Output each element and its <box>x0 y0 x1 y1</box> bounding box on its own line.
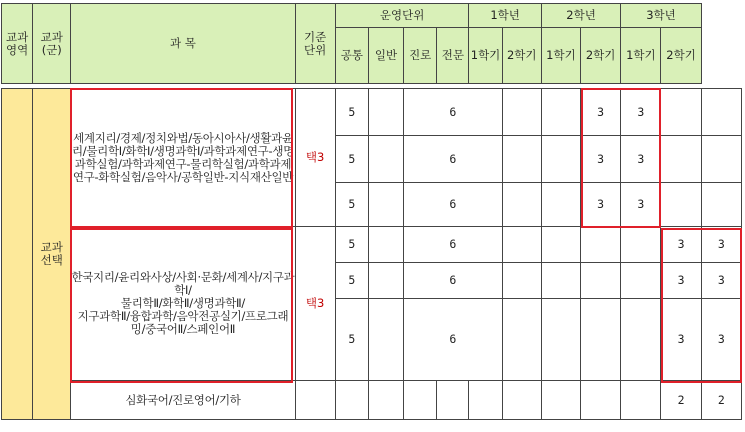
block1-row2-g3s2 <box>701 136 741 183</box>
block2-row2-common <box>368 263 403 299</box>
last-row-g3s1: 2 <box>661 381 701 420</box>
block2-row3-op: 6 <box>404 299 503 381</box>
unit-allocation-grid <box>1 3 742 420</box>
block1-row2-g2s2: 3 <box>621 136 661 183</box>
block2-row2-base: 5 <box>335 263 368 299</box>
header-group: 교과 (군) <box>33 4 71 84</box>
block1-subjects: 세계지리/경제/정치와법/동아시아사/생활과윤리/물리학Ⅰ/화학Ⅰ/생명과학Ⅰ/과학과제연구-생명과학실험/과학과제연구-물리학실험/과학과제연구-화학실험/음악사/공학일반-지식재산일반 <box>71 89 295 227</box>
block2-row3-g1s2 <box>541 299 580 381</box>
block2-row1-g3s1: 3 <box>661 227 701 263</box>
block2-row2-g2s1 <box>581 263 621 299</box>
header-op-specialized: 전문 <box>437 28 469 84</box>
block1-row1-g3s2 <box>701 89 741 136</box>
block2-row3-g3s2: 3 <box>701 299 741 381</box>
curriculum-table <box>1 3 742 421</box>
header-g1-sem1: 1학기 <box>469 28 502 84</box>
block2-row1-g1s1 <box>502 227 541 263</box>
block1-row2-base: 5 <box>335 136 368 183</box>
block2-row1-common <box>368 227 403 263</box>
header-g3-sem2: 2학기 <box>661 28 701 84</box>
block2-row1-g3s2: 3 <box>701 227 741 263</box>
header-subject: 과 목 <box>71 4 295 84</box>
last-row-base <box>335 381 368 420</box>
group-cell: 교과 선택 <box>33 89 71 420</box>
block1-row1-base: 5 <box>335 89 368 136</box>
block1-row3-base: 5 <box>335 183 368 227</box>
block2-row3-base: 5 <box>335 299 368 381</box>
block1-row2-g2s1: 3 <box>581 136 621 183</box>
block1-row1-g1s1 <box>502 89 541 136</box>
block2-row2-g2s2 <box>621 263 661 299</box>
block1-row3-g2s2: 3 <box>621 183 661 227</box>
block1-row1-g2s2: 3 <box>621 89 661 136</box>
header-operating-units: 운영단위 <box>335 4 469 28</box>
last-row-general <box>404 381 437 420</box>
block2-row3-common <box>368 299 403 381</box>
block1-row2-op: 6 <box>404 136 503 183</box>
block1-row2-g1s2 <box>541 136 580 183</box>
header-op-career: 진로 <box>404 28 437 84</box>
block1-row2-common <box>368 136 403 183</box>
block2-row3-g3s1: 3 <box>661 299 701 381</box>
block1-row1-g2s1: 3 <box>581 89 621 136</box>
block2-row1-g1s2 <box>541 227 580 263</box>
header-g2-sem1: 1학기 <box>541 28 580 84</box>
block2-row1-op: 6 <box>404 227 503 263</box>
block1-row3-g1s1 <box>502 183 541 227</box>
last-row-career <box>437 381 469 420</box>
last-row-g3s2: 2 <box>701 381 741 420</box>
block2-row1-g2s2 <box>621 227 661 263</box>
block1-row3-g1s2 <box>541 183 580 227</box>
header-g3-sem1: 1학기 <box>621 28 661 84</box>
header-area: 교과 영역 <box>2 4 33 84</box>
block1-row2-g3s1 <box>661 136 701 183</box>
block2-subjects: 한국지리/윤리와사상/사회·문화/세계사/지구과학Ⅰ/ 물리학Ⅱ/화학Ⅱ/생명과학Ⅱ/ 지구과학Ⅱ/융합과학/음악전공실기/프로그래밍/중국어Ⅱ/스페인어Ⅱ <box>71 227 295 381</box>
block2-row2-g1s2 <box>541 263 580 299</box>
header-grade-2: 2학년 <box>541 4 620 28</box>
last-row-g1s1 <box>502 381 541 420</box>
block2-row2-g3s1: 3 <box>661 263 701 299</box>
block2-row2-g1s1 <box>502 263 541 299</box>
block1-row1-op: 6 <box>404 89 503 136</box>
block1-tag: 택3 <box>295 89 335 227</box>
last-row-tag <box>295 381 335 420</box>
block1-row3-common <box>368 183 403 227</box>
header-op-general: 일반 <box>368 28 403 84</box>
header-g2-sem2: 2학기 <box>581 28 621 84</box>
header-base-units: 기준 단위 <box>295 4 335 84</box>
block2-row1-base: 5 <box>335 227 368 263</box>
block1-row3-g3s2 <box>701 183 741 227</box>
last-row-specialized <box>469 381 502 420</box>
header-g1-sem2: 2학기 <box>502 28 541 84</box>
last-row-common <box>368 381 403 420</box>
header-grade-3: 3학년 <box>621 4 701 28</box>
block2-row2-g3s2: 3 <box>701 263 741 299</box>
block1-row3-op: 6 <box>404 183 503 227</box>
block1-row2-g1s1 <box>502 136 541 183</box>
block2-row3-g2s2 <box>621 299 661 381</box>
block1-row1-g1s2 <box>541 89 580 136</box>
header-op-common: 공통 <box>335 28 368 84</box>
block1-row3-g3s1 <box>661 183 701 227</box>
block1-row1-g3s1 <box>661 89 701 136</box>
block2-row3-g2s1 <box>581 299 621 381</box>
block2-row1-g2s1 <box>581 227 621 263</box>
last-row-g1s2 <box>541 381 580 420</box>
block2-row2-op: 6 <box>404 263 503 299</box>
block2-row3-g1s1 <box>502 299 541 381</box>
header-grade-1: 1학년 <box>469 4 541 28</box>
block1-row1-common <box>368 89 403 136</box>
last-row-g2s2 <box>621 381 661 420</box>
last-row-g2s1 <box>581 381 621 420</box>
last-row-subjects: 심화국어/진로영어/기하 <box>71 381 295 420</box>
area-cell <box>2 89 33 420</box>
block1-row3-g2s1: 3 <box>581 183 621 227</box>
block2-tag: 택3 <box>295 227 335 381</box>
